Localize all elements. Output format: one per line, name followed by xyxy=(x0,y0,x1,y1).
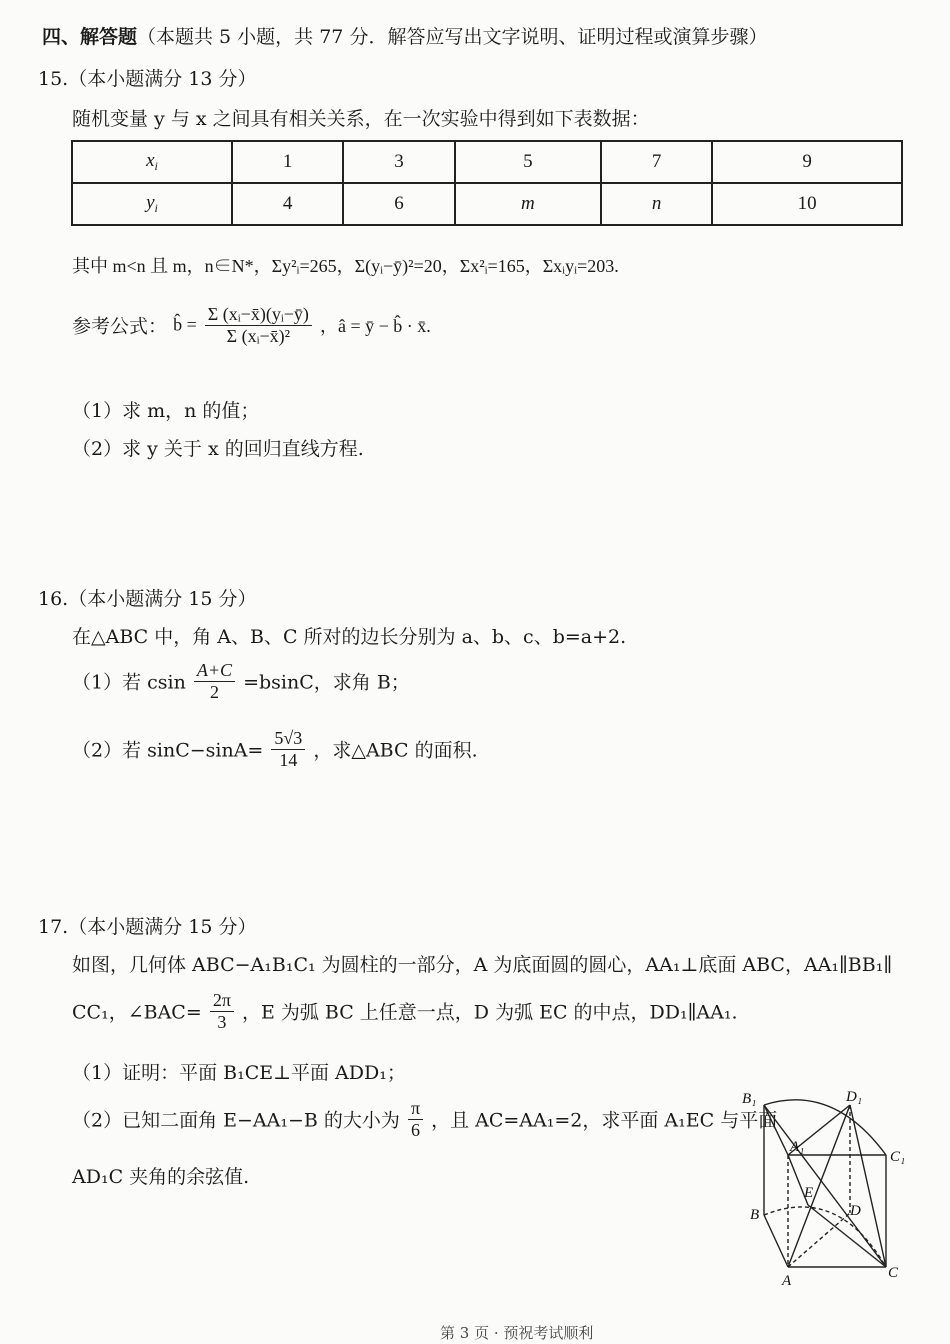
q16-part2: （2）若 sinC−sinA= $\frac{5√3}{14}$ ，求△ABC 的面积. xyxy=(72,728,478,770)
page-footer: 第 3 页 · 预祝考试顺利 xyxy=(440,1324,594,1342)
section-title xyxy=(42,22,767,49)
q17-line2: CC₁，∠BAC= $\frac{2\pi}{3}$ ，E 为弧 BC 上任意一点，D 为弧 EC 的中点，DD₁∥AA₁. xyxy=(72,990,738,1032)
table-header-x: $x_i$ xyxy=(72,141,232,183)
table-cell: n xyxy=(601,183,712,225)
table-cell: 5 xyxy=(455,141,601,183)
section-note: （本题共 5 小题，共 77 分．解答应写出文字说明、证明过程或演算步骤） xyxy=(137,26,768,48)
table-row-x xyxy=(72,141,902,183)
q16-heading: 16.（本小题满分 15 分） xyxy=(38,588,257,610)
q15-heading: 15.（本小题满分 13 分） xyxy=(38,68,257,90)
formula-a: ，â = ȳ − b̂ · x̄. xyxy=(319,316,431,337)
q16-part2-fraction: $\frac{5√3}{14}$ xyxy=(271,728,305,770)
q17-part2-line2: AD₁C 夹角的余弦值. xyxy=(72,1166,250,1188)
formula-label: 参考公式： xyxy=(72,315,168,338)
label-E: E xyxy=(804,1185,814,1201)
q15-part1: （1）求 m，n 的值； xyxy=(72,400,260,422)
q17-part2: （2）已知二面角 E−AA₁−B 的大小为 $\frac{\pi}{6}$ ，且 AC=AA₁=2，求平面 A₁EC 与平面 xyxy=(72,1098,778,1140)
formula-b-numerator: Σ (xᵢ−x̄)(yᵢ−ȳ) xyxy=(205,304,312,326)
q17-heading: 17.（本小题满分 15 分） xyxy=(38,916,257,938)
table-cell: 10 xyxy=(712,183,902,225)
q17-line1: 如图，几何体 ABC−A₁B₁C₁ 为圆柱的一部分，A 为底面圆的圆心，AA₁⊥底面 ABC，AA₁∥BB₁∥ xyxy=(72,954,893,976)
label-C: C xyxy=(888,1265,899,1281)
table-cell: m xyxy=(455,183,601,225)
label-D1: D₁ xyxy=(846,1089,863,1105)
table-header-y: $y_i$ xyxy=(72,183,232,225)
q16-part1: （1）若 csin $\frac{A+C}{2}$ =bsinC，求角 B； xyxy=(72,660,410,702)
table-cell: 1 xyxy=(232,141,343,183)
q15-intro: 随机变量 y 与 x 之间具有相关关系，在一次实验中得到如下表数据： xyxy=(72,108,650,130)
table-cell: 4 xyxy=(232,183,343,225)
label-A1: A₁ xyxy=(790,1139,805,1155)
q15-conditions: 其中 m<n 且 m，n∈N*，Σy²ᵢ=265，Σ(yᵢ−ȳ)²=20，Σx²ᵢ=165，Σxᵢyᵢ=203. xyxy=(72,256,619,276)
table-cell: 7 xyxy=(601,141,712,183)
q17-dihedral-fraction: $\frac{\pi}{6}$ xyxy=(408,1098,423,1140)
formula-b-fraction xyxy=(205,304,312,346)
q17-part1: （1）证明：平面 B₁CE⊥平面 ADD₁； xyxy=(72,1062,406,1084)
label-B1: B₁ xyxy=(742,1091,757,1107)
q16-intro: 在△ABC 中，角 A、B、C 所对的边长分别为 a、b、c、b=a+2. xyxy=(72,626,627,648)
label-C1: C₁ xyxy=(890,1149,906,1165)
label-D: D xyxy=(850,1203,861,1219)
q15-data-table xyxy=(71,140,903,226)
table-cell: 9 xyxy=(712,141,902,183)
geometry-figure xyxy=(738,1085,918,1295)
q16-part1-fraction: $\frac{A+C}{2}$ xyxy=(194,660,235,702)
q17-angle-fraction: $\frac{2\pi}{3}$ xyxy=(210,990,234,1032)
formula-b-denominator: Σ (xᵢ−x̄)² xyxy=(226,325,291,346)
table-cell: 6 xyxy=(343,183,454,225)
formula-b-left: b̂ = xyxy=(173,314,197,335)
table-row-y xyxy=(72,183,902,225)
label-B: B xyxy=(750,1207,760,1223)
q15-part2: （2）求 y 关于 x 的回归直线方程. xyxy=(72,438,364,460)
table-cell: 3 xyxy=(343,141,454,183)
q15-formula xyxy=(72,304,431,346)
label-A: A xyxy=(782,1273,792,1289)
section-title-text: 四、解答题 xyxy=(42,26,138,48)
